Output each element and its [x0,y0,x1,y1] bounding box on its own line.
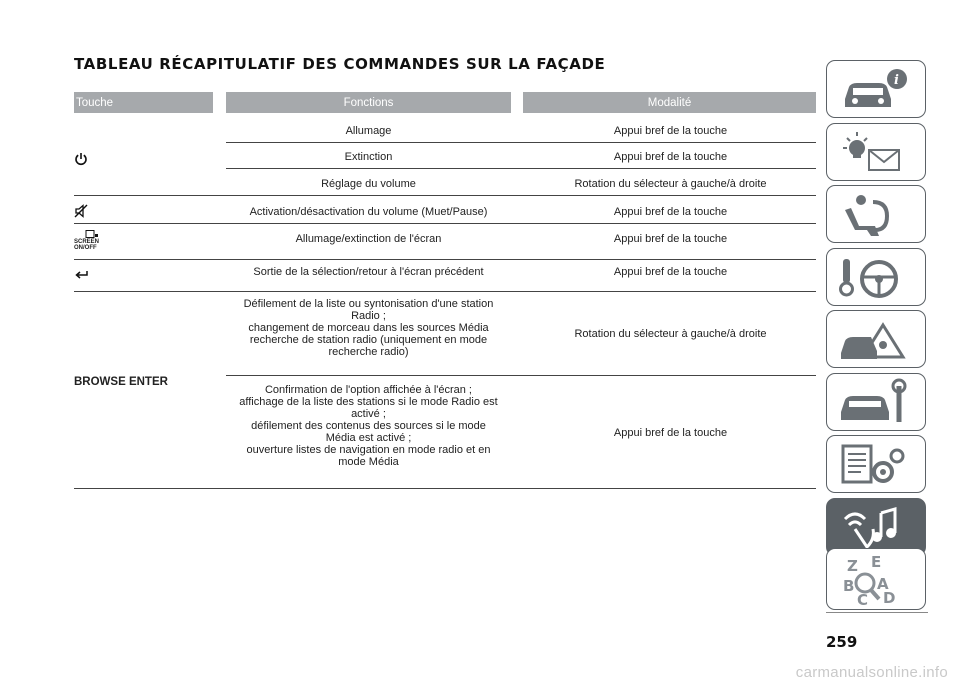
row-divider [74,291,816,292]
page-title: TABLEAU RÉCAPITULATIF DES COMMANDES SUR LA FAÇADE [74,55,606,73]
chapter-tab-alphabet-index[interactable] [826,548,926,610]
table-cell-modalite: Appui bref de la touche [613,206,728,218]
fonction-line: Radio ; [351,310,386,322]
table-cell-modalite: Appui bref de la touche [613,151,728,163]
fonction-line: changement de morceau dans les sources Média [248,322,489,334]
table-cell-fonction [226,384,511,468]
sidebar-bottom-rule [826,612,928,613]
car-emergency-icon [827,311,927,369]
table-cell-fonction: Allumage [345,125,392,137]
warning-lights-icon [827,124,927,182]
row-divider [226,168,816,169]
fonction-line: Défilement de la liste ou syntonisation d'une station [243,298,494,310]
svg-text:E: E [871,553,882,571]
table-cell-modalite: Rotation du sélecteur à gauche/à droite [574,178,767,190]
fonction-line: recherche de station radio (uniquement en mode [249,334,488,346]
table-header [74,92,816,113]
chapter-tab-document-gear[interactable] [826,435,926,493]
chapter-tab-car-service[interactable] [826,373,926,431]
table-cell-fonction [226,298,511,358]
svg-text:Z: Z [847,557,858,575]
table-cell-fonction: Extinction [344,151,393,163]
fonction-line: ouverture listes de navigation en mode radio et en [246,444,491,456]
table-cell-modalite: Appui bref de la touche [613,125,728,137]
row-divider [226,142,816,143]
page-number: 259 [826,633,858,651]
svg-text:i: i [894,73,899,88]
row-divider [74,195,816,196]
browse-enter-label: BROWSE ENTER [74,376,168,388]
chapter-tab-car-emergency[interactable] [826,310,926,368]
fonction-line: Média est activé ; [325,432,412,444]
chapter-tab-seat-airbag[interactable] [826,185,926,243]
fonction-line: Confirmation de l'option affichée à l'écran ; [264,384,472,396]
svg-text:C: C [857,591,869,609]
alphabet-index-icon [827,549,927,611]
header-fonctions: Fonctions [226,92,511,113]
table-cell-modalite: Rotation du sélecteur à gauche/à droite [574,328,767,340]
header-modalite: Modalité [523,92,816,113]
fonction-line: activé ; [351,408,386,420]
chapter-tab-car-info[interactable] [826,60,926,118]
document-gear-icon [827,436,927,494]
seat-airbag-icon [827,186,927,244]
svg-text:D: D [883,589,896,607]
power-icon [74,152,88,166]
fonction-line: recherche radio) [328,346,409,358]
svg-text:B: B [843,577,855,595]
key-steering-icon [827,249,927,307]
table-cell-modalite: Appui bref de la touche [613,266,728,278]
header-touche: Touche [74,92,213,113]
table-cell-fonction: Réglage du volume [321,178,416,190]
table-cell-modalite: Appui bref de la touche [613,233,728,245]
mute-icon [74,204,88,218]
screen-onoff-label: SCREEN ON/OFF [74,239,100,251]
fonction-line: affichage de la liste des stations si le mode Radio est [239,396,498,408]
table-cell-fonction: Allumage/extinction de l'écran [295,233,442,245]
back-arrow-icon [74,268,90,280]
row-divider [74,223,816,224]
watermark: carmanualsonline.info [795,664,948,681]
car-info-icon [827,61,927,119]
table-cell-modalite: Appui bref de la touche [613,427,728,439]
chapter-tab-warning-lights[interactable] [826,123,926,181]
table-cell-fonction: Activation/désactivation du volume (Muet/Pause) [249,206,488,218]
screen-onoff-icon [76,230,110,239]
svg-text:A: A [877,575,889,593]
chapter-tab-key-steering[interactable] [826,248,926,306]
table-cell-fonction: Sortie de la sélection/retour à l'écran précédent [253,266,484,278]
car-service-icon [827,374,927,432]
fonction-line: défilement des contenus des sources si le mode [251,420,486,432]
fonction-line: mode Média [338,456,399,468]
row-divider [74,259,816,260]
row-divider [226,375,816,376]
commands-table [74,92,816,468]
table-bottom-rule [74,488,816,489]
